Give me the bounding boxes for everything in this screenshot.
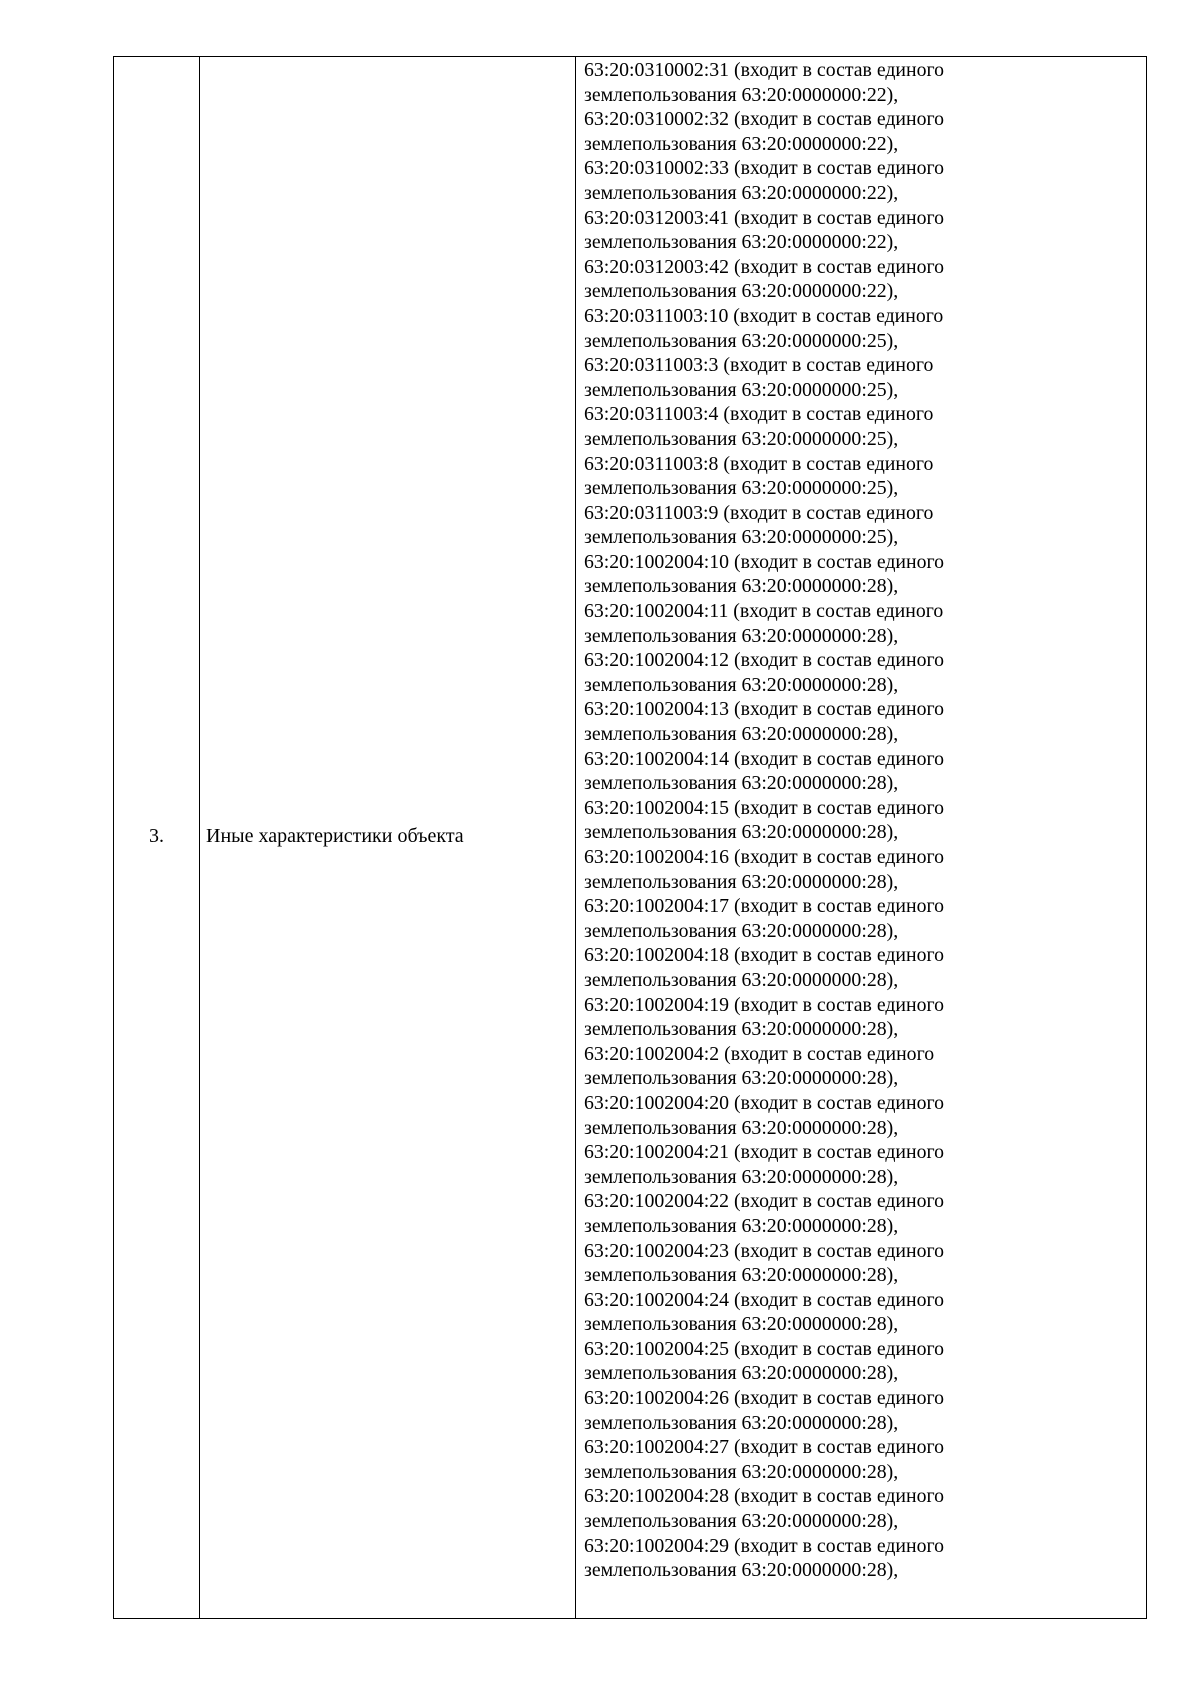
value-line: землепользования 63:20:0000000:28), xyxy=(584,1116,899,1139)
value-line: 63:20:1002004:16 (входит в состав единого xyxy=(584,846,944,868)
characteristics-table xyxy=(113,56,1147,1619)
row-label: Иные характеристики объекта xyxy=(206,825,464,847)
value-line: землепользования 63:20:0000000:25), xyxy=(584,378,899,401)
value-line: землепользования 63:20:0000000:28), xyxy=(584,575,899,598)
value-line: землепользования 63:20:0000000:28), xyxy=(584,919,899,942)
value-line: землепользования 63:20:0000000:28), xyxy=(584,1510,899,1533)
value-line: 63:20:0312003:42 (входит в состав единого xyxy=(584,255,944,278)
value-line: 63:20:0311003:10 (входит в состав единого xyxy=(584,304,944,327)
value-line: землепользования 63:20:0000000:28), xyxy=(584,1362,899,1385)
value-line: землепользования 63:20:0000000:22), xyxy=(584,280,899,303)
value-line: землепользования 63:20:0000000:25), xyxy=(584,427,899,450)
value-line: землепользования 63:20:0000000:28), xyxy=(584,1411,899,1434)
value-line: 63:20:1002004:11 (входит в состав единого xyxy=(584,600,944,623)
value-line: 63:20:1002004:23 (входит в состав единого xyxy=(584,1239,944,1262)
value-line: 63:20:1002004:18 (входит в состав единого xyxy=(584,944,944,967)
value-line: 63:20:1002004:24 (входит в состав единого xyxy=(584,1288,944,1311)
value-line: землепользования 63:20:0000000:28), xyxy=(584,1165,899,1188)
value-line: землепользования 63:20:0000000:28), xyxy=(584,1067,899,1090)
value-line: 63:20:0310002:33 (входит в состав единого xyxy=(584,157,944,180)
value-line: 63:20:1002004:17 (входит в состав единого xyxy=(584,895,944,918)
value-line: 63:20:0310002:31 (входит в состав единого xyxy=(584,59,944,81)
value-line: 63:20:1002004:26 (входит в состав единого xyxy=(584,1387,944,1410)
value-line: 63:20:1002004:13 (входит в состав единого xyxy=(584,698,944,721)
value-line: землепользования 63:20:0000000:28), xyxy=(584,1018,899,1041)
value-line: землепользования 63:20:0000000:28), xyxy=(584,1264,899,1287)
value-line: землепользования 63:20:0000000:22), xyxy=(584,231,899,254)
row-label-cell xyxy=(200,57,576,1618)
value-line: 63:20:1002004:12 (входит в состав единого xyxy=(584,649,944,672)
value-line: землепользования 63:20:0000000:28), xyxy=(584,1559,899,1582)
value-line: 63:20:1002004:10 (входит в состав единого xyxy=(584,550,944,573)
value-line: землепользования 63:20:0000000:22), xyxy=(584,132,899,155)
value-line: 63:20:1002004:22 (входит в состав единого xyxy=(584,1190,944,1213)
value-line: землепользования 63:20:0000000:28), xyxy=(584,821,899,844)
value-line: 63:20:1002004:29 (входит в состав единого xyxy=(584,1534,944,1557)
value-line: 63:20:1002004:21 (входит в состав единого xyxy=(584,1141,944,1164)
value-line: землепользования 63:20:0000000:28), xyxy=(584,772,899,795)
value-line: землепользования 63:20:0000000:25), xyxy=(584,329,899,352)
value-line: землепользования 63:20:0000000:28), xyxy=(584,1214,899,1237)
value-line: землепользования 63:20:0000000:22), xyxy=(584,181,899,204)
value-line: землепользования 63:20:0000000:28), xyxy=(584,624,899,647)
row-number: 3. xyxy=(149,825,164,847)
value-line: землепользования 63:20:0000000:25), xyxy=(584,526,899,549)
value-line: 63:20:0311003:8 (входит в состав единого xyxy=(584,452,934,475)
value-line: 63:20:1002004:15 (входит в состав единого xyxy=(584,796,944,819)
value-line: 63:20:0311003:4 (входит в состав единого xyxy=(584,403,934,426)
value-line: 63:20:1002004:25 (входит в состав единого xyxy=(584,1337,944,1360)
value-line: землепользования 63:20:0000000:28), xyxy=(584,870,899,893)
value-line: 63:20:1002004:2 (входит в состав единого xyxy=(584,1042,935,1065)
value-line: землепользования 63:20:0000000:22), xyxy=(584,83,899,106)
value-line: землепользования 63:20:0000000:28), xyxy=(584,1313,899,1336)
value-line: 63:20:0311003:3 (входит в состав единого xyxy=(584,354,934,377)
value-line: землепользования 63:20:0000000:28), xyxy=(584,723,899,746)
value-line: 63:20:0311003:9 (входит в состав единого xyxy=(584,501,934,524)
value-line: землепользования 63:20:0000000:25), xyxy=(584,477,899,500)
row-number-cell xyxy=(114,57,200,1618)
value-line: 63:20:1002004:19 (входит в состав единого xyxy=(584,993,944,1016)
value-line: 63:20:1002004:28 (входит в состав единого xyxy=(584,1485,944,1508)
value-line: землепользования 63:20:0000000:28), xyxy=(584,673,899,696)
value-line: землепользования 63:20:0000000:28), xyxy=(584,968,899,991)
value-line: 63:20:1002004:27 (входит в состав единого xyxy=(584,1436,944,1459)
row-value-cell xyxy=(576,57,1146,1618)
value-line: 63:20:0310002:32 (входит в состав единого xyxy=(584,108,944,131)
value-line: 63:20:0312003:41 (входит в состав единого xyxy=(584,206,944,229)
value-line: землепользования 63:20:0000000:28), xyxy=(584,1460,899,1483)
value-line: 63:20:1002004:20 (входит в состав единого xyxy=(584,1091,944,1114)
value-line: 63:20:1002004:14 (входит в состав единого xyxy=(584,747,944,770)
